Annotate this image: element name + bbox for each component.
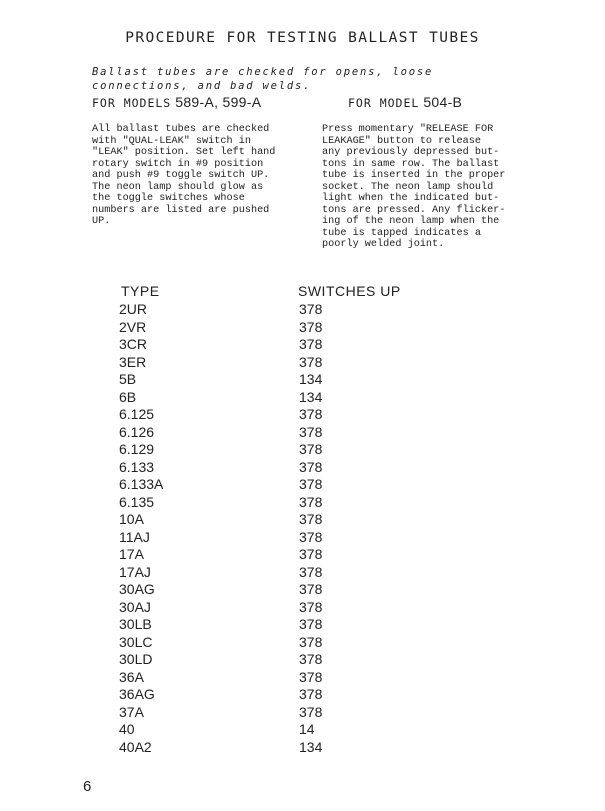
switches-up-value: 378 bbox=[299, 686, 323, 702]
table-row bbox=[0, 669, 605, 687]
table-row bbox=[0, 441, 605, 459]
instruction-line: The neon lamp should glow as bbox=[92, 181, 264, 193]
instruction-line: LEAKAGE" button to release bbox=[322, 135, 481, 147]
instruction-line: "LEAK" position. Set left hand bbox=[92, 147, 276, 158]
switches-up-value: 14 bbox=[299, 721, 315, 737]
table-row bbox=[0, 599, 605, 617]
table-row bbox=[0, 651, 605, 669]
table-row bbox=[0, 704, 605, 722]
switches-up-value: 378 bbox=[299, 581, 323, 597]
table-row bbox=[0, 476, 605, 494]
switches-up-value: 378 bbox=[299, 353, 323, 370]
switches-up-value: 378 bbox=[299, 511, 323, 527]
right-models-label: FOR MODEL bbox=[348, 96, 420, 110]
table-row bbox=[0, 529, 605, 547]
subtitle-line-1: Ballast tubes are checked for opens, loose bbox=[92, 66, 434, 78]
switches-up-value: 378 bbox=[299, 651, 323, 667]
tube-type: 30LB bbox=[119, 616, 152, 632]
table-row bbox=[0, 546, 605, 564]
tube-type: 2UR bbox=[119, 301, 148, 317]
left-models-label: FOR MODELS bbox=[92, 96, 172, 110]
table-row bbox=[0, 721, 605, 739]
switches-up-value: 378 bbox=[299, 336, 323, 352]
left-instructions bbox=[92, 124, 275, 228]
tube-type: 6B bbox=[119, 388, 137, 405]
instruction-line: light when the indicated but- bbox=[322, 193, 500, 204]
instruction-line: numbers are listed are pushed bbox=[92, 204, 270, 216]
table-row bbox=[0, 634, 605, 652]
switches-up-value: 134 bbox=[299, 371, 323, 387]
switches-up-value: 378 bbox=[299, 493, 323, 510]
switches-up-value: 378 bbox=[299, 546, 323, 562]
switches-up-value: 378 bbox=[299, 668, 323, 685]
switches-up-value: 134 bbox=[299, 738, 323, 755]
switches-column-header: SWITCHES UP bbox=[298, 283, 401, 299]
table-row bbox=[0, 389, 605, 407]
type-column-header: TYPE bbox=[121, 283, 160, 299]
instruction-line: the toggle switches whose bbox=[92, 193, 245, 204]
instruction-line: and push #9 toggle switch UP. bbox=[92, 170, 270, 181]
tube-type: 30LC bbox=[119, 633, 153, 650]
instruction-line: tube is inserted in the proper bbox=[322, 170, 506, 181]
table-row bbox=[0, 459, 605, 477]
tube-type: 6.129 bbox=[119, 441, 155, 457]
tube-type: 36A bbox=[119, 668, 144, 685]
tube-type: 30AG bbox=[119, 581, 155, 597]
tube-type: 11AJ bbox=[119, 528, 150, 545]
instruction-line: tons in same row. The ballast bbox=[322, 158, 500, 170]
table-row bbox=[0, 511, 605, 529]
switches-up-value: 378 bbox=[299, 441, 323, 457]
instruction-line: tube is tapped indicates a bbox=[322, 227, 481, 239]
switches-up-value: 378 bbox=[299, 563, 323, 580]
table-row bbox=[0, 581, 605, 599]
tube-type: 37A bbox=[119, 703, 144, 720]
tube-type: 17A bbox=[119, 546, 144, 562]
table-row bbox=[0, 424, 605, 442]
ballast-tube-table bbox=[0, 301, 605, 756]
page-number: 6 bbox=[83, 778, 92, 795]
switches-up-value: 378 bbox=[299, 301, 323, 317]
tube-type: 6.126 bbox=[119, 423, 155, 440]
left-models-numbers: 589-A, 599-A bbox=[175, 94, 262, 110]
right-instructions bbox=[322, 124, 505, 251]
table-row bbox=[0, 739, 605, 757]
right-models-heading bbox=[348, 94, 462, 110]
table-row bbox=[0, 616, 605, 634]
instruction-line: socket. The neon lamp should bbox=[322, 181, 494, 193]
tube-type: 36AG bbox=[119, 686, 155, 702]
tube-type: 6.125 bbox=[119, 406, 155, 422]
tube-type: 30AJ bbox=[119, 598, 151, 615]
table-row bbox=[0, 301, 605, 319]
tube-type: 10A bbox=[119, 511, 144, 527]
table-row bbox=[0, 406, 605, 424]
tube-type: 3CR bbox=[119, 336, 148, 352]
switches-up-value: 378 bbox=[299, 318, 323, 335]
page-title: PROCEDURE FOR TESTING BALLAST TUBES bbox=[125, 30, 480, 46]
table-row bbox=[0, 336, 605, 354]
instruction-line: rotary switch in #9 position bbox=[92, 158, 264, 170]
switches-up-value: 378 bbox=[299, 406, 323, 422]
table-row bbox=[0, 371, 605, 389]
switches-up-value: 378 bbox=[299, 458, 323, 475]
switches-up-value: 378 bbox=[299, 423, 323, 440]
instruction-line: poorly welded joint. bbox=[322, 239, 445, 250]
subtitle-line-2: connections, and bad welds. bbox=[92, 80, 312, 92]
switches-up-value: 378 bbox=[299, 633, 323, 650]
instruction-line: tons are pressed. Any flicker- bbox=[322, 204, 506, 216]
table-row bbox=[0, 319, 605, 337]
table-row bbox=[0, 494, 605, 512]
switches-up-value: 378 bbox=[299, 528, 323, 545]
instruction-line: with "QUAL-LEAK" switch in bbox=[92, 135, 251, 147]
switches-up-value: 378 bbox=[299, 598, 323, 615]
instruction-line: UP. bbox=[92, 216, 111, 227]
tube-type: 6.133 bbox=[119, 458, 155, 475]
instruction-line: Press momentary "RELEASE FOR bbox=[322, 124, 494, 135]
instruction-line: ing of the neon lamp when the bbox=[322, 216, 500, 227]
tube-type: 40A2 bbox=[119, 738, 152, 755]
subtitle bbox=[92, 65, 433, 93]
tube-type: 5B bbox=[119, 371, 137, 387]
tube-type: 17AJ bbox=[119, 563, 151, 580]
switches-up-value: 378 bbox=[299, 616, 323, 632]
table-row bbox=[0, 564, 605, 582]
instruction-line: All ballast tubes are checked bbox=[92, 124, 270, 135]
switches-up-value: 378 bbox=[299, 703, 323, 720]
tube-type: 6.133A bbox=[119, 476, 164, 492]
instruction-line: any previously depressed but- bbox=[322, 147, 500, 158]
left-models-heading bbox=[92, 94, 261, 110]
tube-type: 6.135 bbox=[119, 493, 155, 510]
table-row bbox=[0, 686, 605, 704]
right-models-numbers: 504-B bbox=[423, 94, 463, 110]
switches-up-value: 378 bbox=[299, 476, 323, 492]
table-row bbox=[0, 354, 605, 372]
tube-type: 30LD bbox=[119, 651, 153, 667]
tube-type: 2VR bbox=[119, 318, 147, 335]
tube-type: 3ER bbox=[119, 353, 147, 370]
tube-type: 40 bbox=[119, 721, 135, 737]
switches-up-value: 134 bbox=[299, 388, 323, 405]
